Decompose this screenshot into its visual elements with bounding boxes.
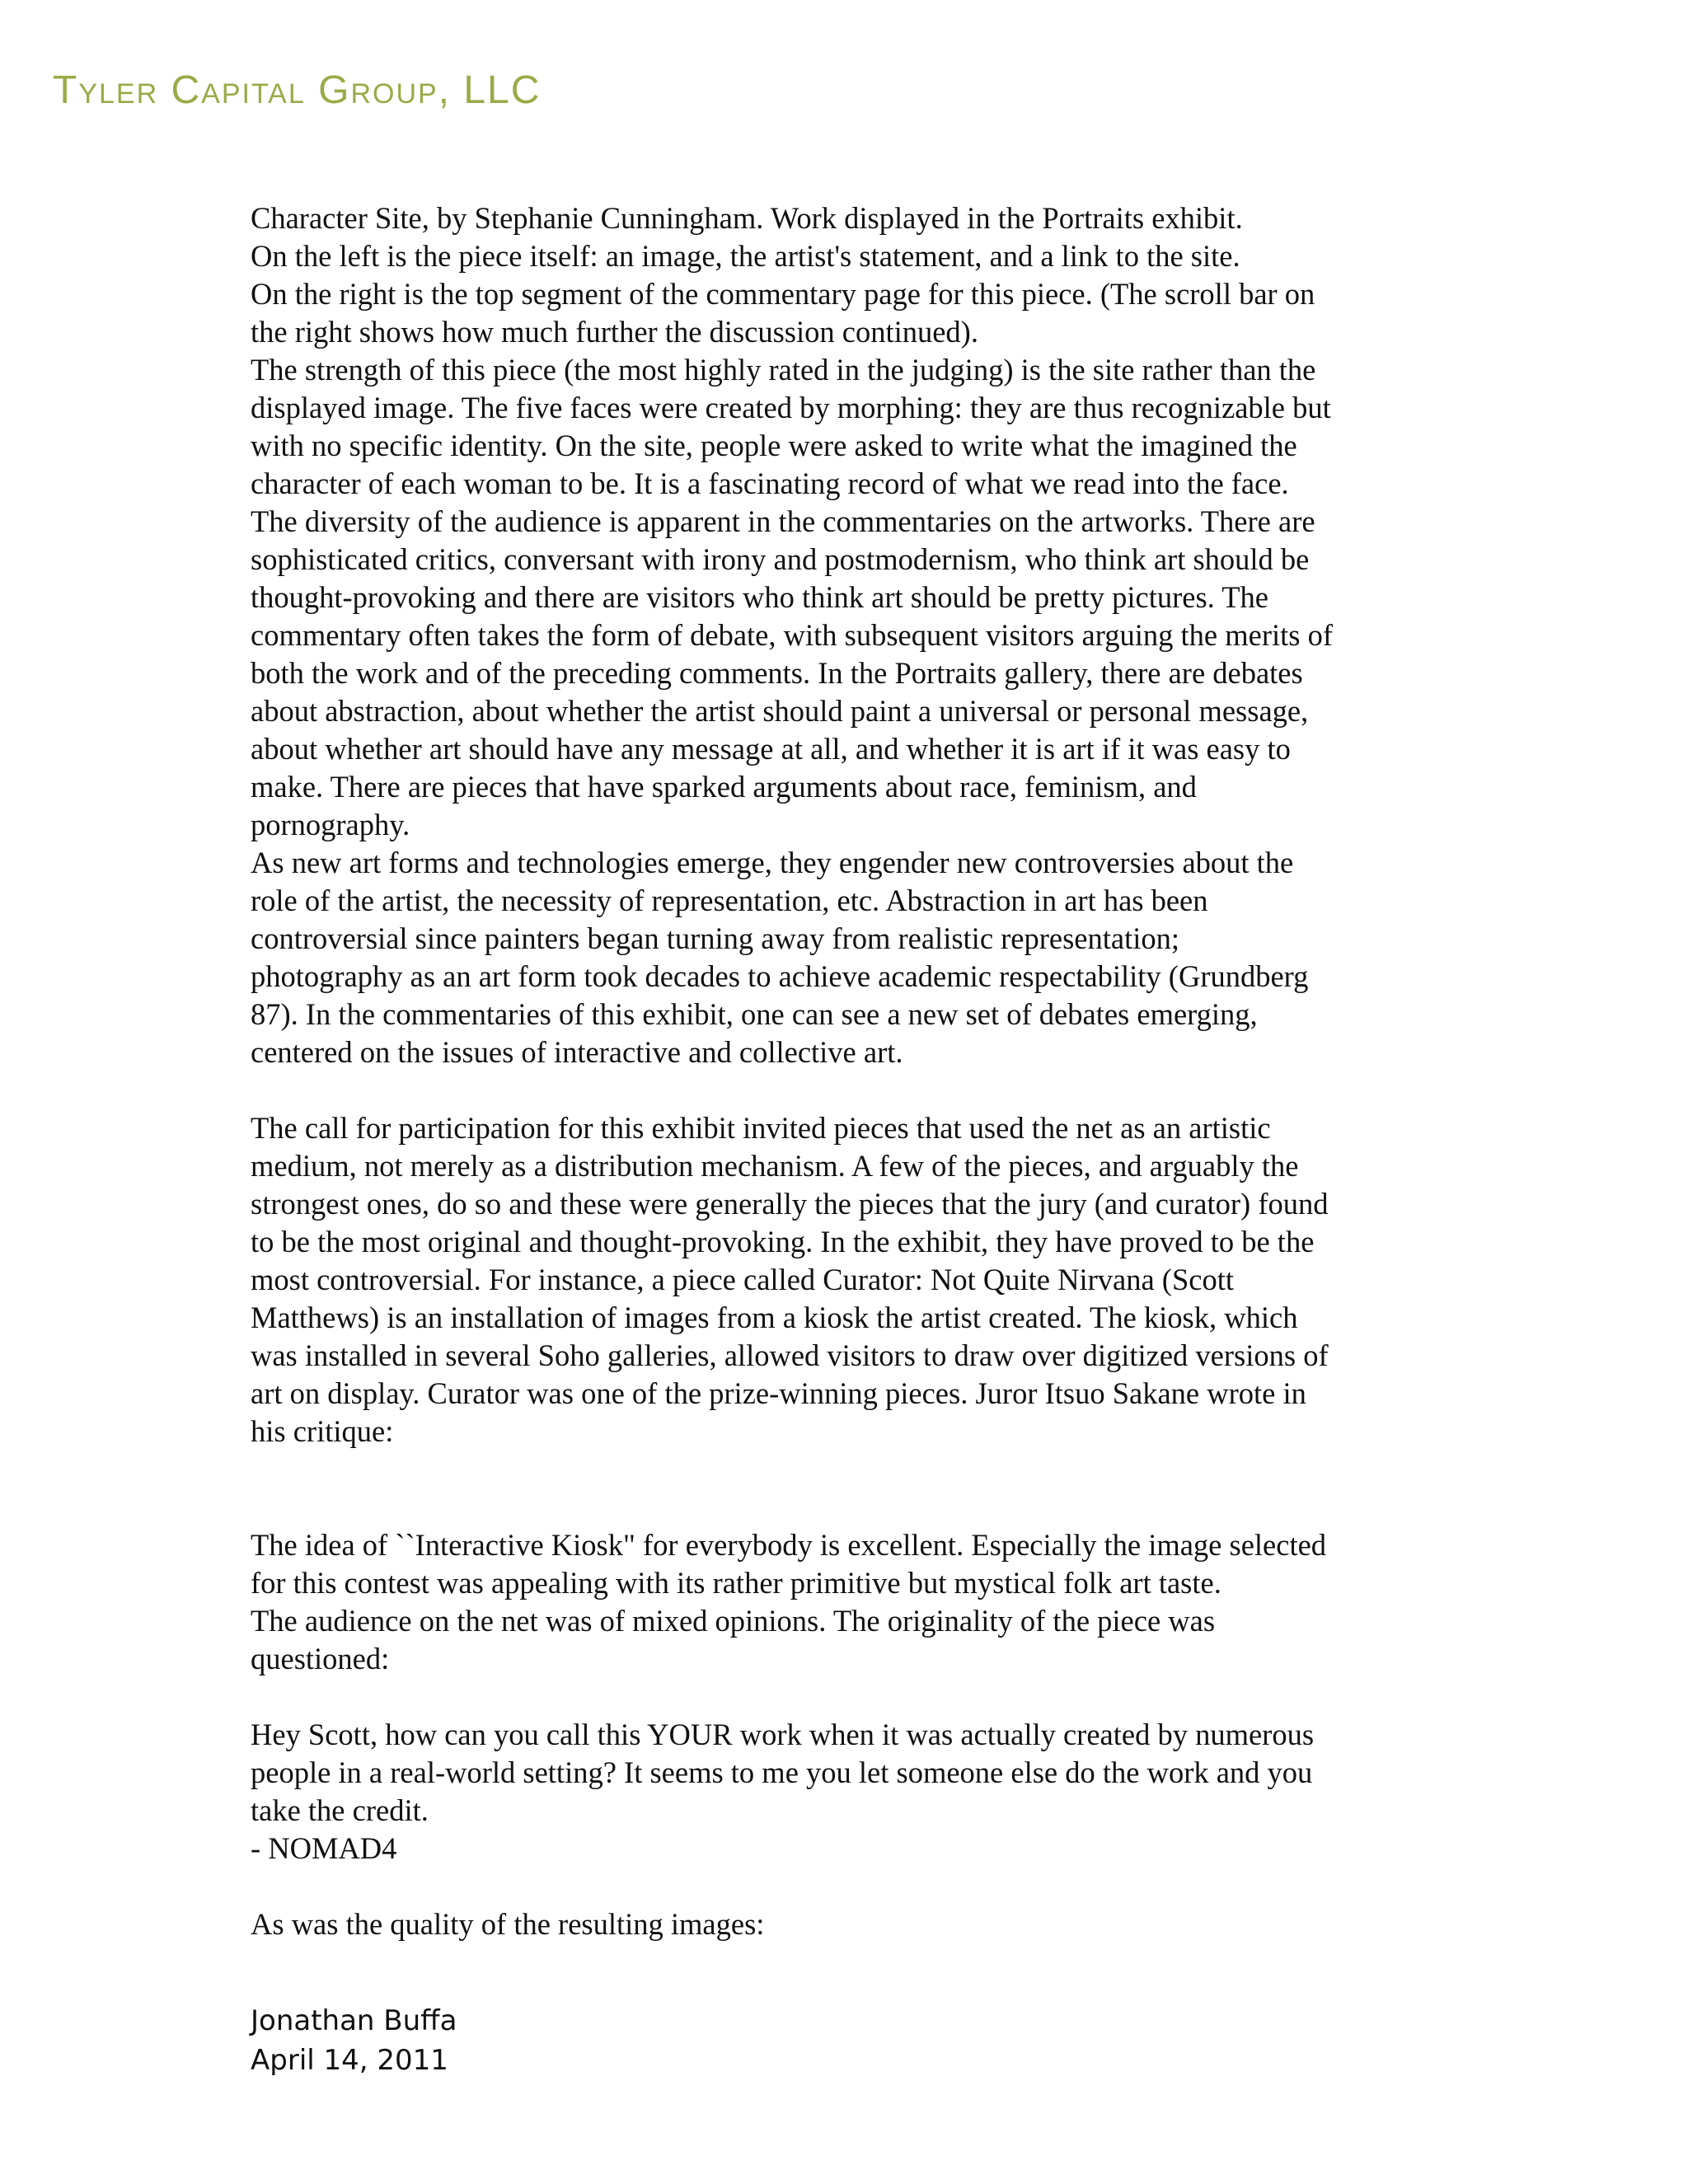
paragraph-spacer (251, 1071, 1462, 1109)
paragraph-call-for-participation: The call for participation for this exhibit invited pieces that used the net as an artistic medium, not merely as a distribution mechanism. A few of the pieces, and arguably the strongest ones, do so and these were generally the pieces that the jury (and curator) found to be the most original and thought-provoking. In the exhibit, they have proved to be the most controversial. For instance, a piece called Curator: Not Quite Nirvana (Scott Matthews) is an installation of images from a kiosk the artist created. The kiosk, which was installed in several Soho galleries, allowed visitors to draw over digitized versions of art on display. Curator was one of the prize-winning pieces. Juror Itsuo Sakane wrote in his critique: (251, 1111, 1329, 1448)
paragraph-image-quality: As was the quality of the resulting images: (251, 1907, 765, 1941)
signature-date: April 14, 2011 (251, 2044, 448, 2077)
paragraph-spacer (251, 1451, 1462, 1526)
company-letterhead: Tyler Capital Group, LLC (53, 68, 542, 112)
paragraph-nomad4-comment: Hey Scott, how can you call this YOUR work when it was actually created by numerous people in a real-world setting? It seems to me you let someone else do the work and you take the credit. - NOMAD4 (251, 1718, 1315, 1865)
paragraph-spacer (251, 1868, 1462, 1905)
signature-block (251, 2001, 457, 2080)
paragraph-spacer (251, 1678, 1462, 1716)
paragraph-character-site: Character Site, by Stephanie Cunningham. Work displayed in the Portraits exhibit. On the left is the piece itself: an image, the artist's statement, and a link to the site. On the right is the top segment of the commentary page for this piece. (The scroll bar on the right shows how much further the discussion continued). The strength of this piece (the most highly rated in the judging) is the site rather than the displayed image. The five faces were created by morphing: they are thus recognizable but with no specific identity. On the site, people were asked to write what the imagined the character of each woman to be. It is a fascinating record of what we read into the face. The diversity of the audience is apparent in the commentaries on the artworks. There are sophisticated critics, conversant with irony and postmodernism, who think art should be thought-provoking and there are visitors who think art should be pretty pictures. The commentary often takes the form of debate, with subsequent visitors arguing the merits of both the work and of the preceding comments. In the Portraits gallery, there are debates about abstraction, about whether the artist should paint a universal or personal message, about whether art should have any message at all, and whether it is art if it was easy to make. There are pieces that have sparked arguments about race, feminism, and pornography. As new art forms and technologies emerge, they engender new controversies about the role of the artist, the necessity of representation, etc. Abstraction in art has been controversial since painters began turning away from realistic representation; photography as an art form took decades to achieve academic respectability (Grundberg 87). In the commentaries of this exhibit, one can see a new set of debates emerging, centered on the issues of interactive and collective art. (251, 201, 1334, 1069)
signature-name: Jonathan Buffa (251, 2004, 457, 2037)
document-body (251, 199, 1462, 1943)
paragraph-juror-quote: The idea of ``Interactive Kiosk" for everybody is excellent. Especially the image selected for this contest was appealing with its rather primitive but mystical folk art taste. The audience on the net was of mixed opinions. The originality of the piece was questioned: (251, 1528, 1327, 1675)
